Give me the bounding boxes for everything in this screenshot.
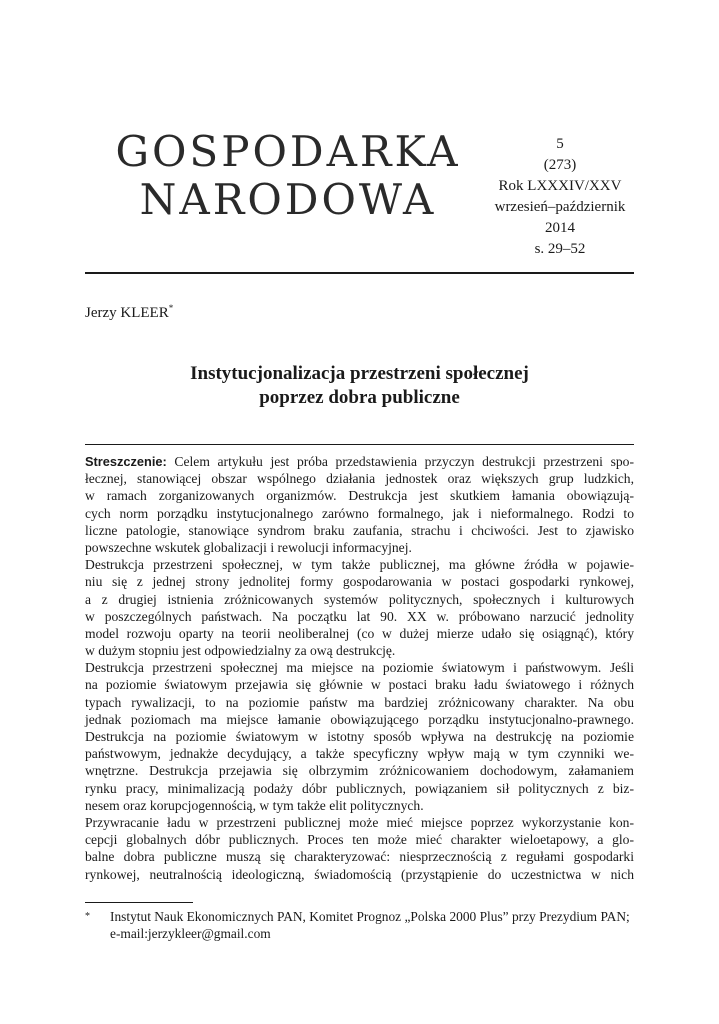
journal-title-line2: NARODOWA (139, 175, 437, 224)
issue-info (470, 134, 650, 260)
abstract-line: niu się z jednej strony jednolitej formy gospodarowania w postaci gospodarki rynkowej, (85, 574, 634, 590)
issue-pages: s. 29–52 (534, 241, 586, 257)
abstract-line: model rozwoju oparty na teorii neoliberalnej (co w dużej mierze udało się osiągnąć), który (85, 625, 634, 641)
abstract-line: rynku pracy, minimalizacją podaży dóbr publicznych, powiązaniem sił politycznych z biz- (85, 780, 634, 796)
abstract-line: rynkowej, neutralnością ideologiczną, świadomością (przystąpienie do uczestnictwa w nich (85, 866, 634, 882)
issue-months: wrzesień–październik (494, 199, 626, 215)
abstract-line: typach rywalizacji, to na poziomie państw ma bardziej zróżnicowany charakter. Na obu (85, 694, 634, 710)
abstract-line: Przywracanie ładu w przestrzeni publicznej może mieć miejsce poprzez wykorzystanie kon- (85, 814, 634, 830)
author-footnote-mark: * (168, 303, 174, 313)
issue-number: 5 (556, 136, 564, 152)
article-title-line2: poprzez dobra publiczne (259, 387, 460, 408)
issue-year-roman: Rok LXXXIV/XXV (498, 178, 622, 194)
footnote-rule (85, 902, 193, 903)
abstract-line: cych norm porządku instytucjonalnego zarówno formalnego, jak i nieformalnego. Rodzi to (85, 505, 634, 521)
abstract-rule (85, 444, 634, 445)
journal-title (112, 128, 464, 224)
abstract-line: powszechne wskutek globalizacji i rewolucji informacyjnej. (85, 539, 412, 555)
header-rule (85, 272, 634, 274)
abstract-line: Destrukcja przestrzeni społecznej, w tym także publicznej, ma główne źródła w pojawie- (85, 557, 634, 573)
issue-cumulative: (273) (543, 157, 577, 173)
abstract-label: Streszczenie: (85, 454, 167, 469)
abstract-line: w poszczególnych państwach. Na początku lat 90. XX w. próbowano narzucić jednolity (85, 608, 634, 624)
abstract-line: nesem oraz korupcjogennością, w tym także elit politycznych. (85, 797, 424, 813)
abstract-line: Destrukcja na poziomie światowym w istotny sposób wpływa na destrukcję na poziomie (85, 729, 634, 744)
article-title-line1: Instytucjonalizacja przestrzeni społecznej (190, 363, 529, 384)
abstract-line: w ramach zorganizowanych organizmów. Destrukcja jest skutkiem łamania obowiązują- (85, 488, 634, 504)
abstract-line: jednak poziomach ma miejsce łamanie obowiązującego porządku instytucjonalno-prawnego. (85, 711, 634, 727)
abstract (85, 453, 634, 883)
abstract-line: Destrukcja przestrzeni społecznej ma miejsce na poziomie światowym i państwowym. Jeśli (85, 660, 634, 676)
issue-year: 2014 (545, 220, 575, 236)
abstract-line: łecznej, stanowiącej obszar wspólnego działania jednostek oraz większych grup ludzkich, (85, 471, 634, 487)
footnote-mark: * (85, 911, 90, 922)
footnote-line1: Instytut Nauk Ekonomicznych PAN, Komitet Prognoz „Polska 2000 Plus” przy Prezydium PAN; (110, 909, 630, 924)
abstract-line: cepcji globalnych dóbr publicznych. Proces ten może mieć charakter wieloetapowy, a glo- (85, 832, 634, 848)
author-name: Jerzy KLEER (85, 305, 169, 321)
abstract-line: na poziomie światowym przejawia się głównie w postaci braku ładu światowego i różnych (85, 677, 634, 693)
footnote (85, 908, 634, 942)
abstract-line: państwowym, jednakże decydujący, a także specyficzny wpływ mają w tym czynniki we- (85, 746, 634, 762)
journal-title-line1: GOSPODARKA (115, 127, 461, 176)
abstract-line: a z drugiej istnienia zróżnicowanych systemów politycznych, społecznych i kulturowych (85, 591, 634, 607)
article-title (85, 362, 634, 410)
abstract-line: wnętrzne. Destrukcja przejawia się olbrzymim zróżnicowaniem dochodowym, załamaniem (85, 763, 634, 779)
abstract-line: w dużym stopniu jest odpowiedzialny za ową destrukcję. (85, 643, 396, 659)
footnote-line2: e-mail:jerzykleer@gmail.com (110, 926, 271, 942)
abstract-line: Streszczenie: Celem artykułu jest próba przedstawienia przyczyn destrukcji przestrzeni spo- (85, 454, 634, 469)
abstract-line: balne dobra publiczne muszą się charakteryzować: niesprzecznością z regułami gospodarki (85, 849, 634, 865)
abstract-line: liczne patologie, stanowiące syndrom braku zaufania, strachu i chciwości. Jest to zjawisko (85, 522, 634, 538)
author (85, 303, 173, 322)
